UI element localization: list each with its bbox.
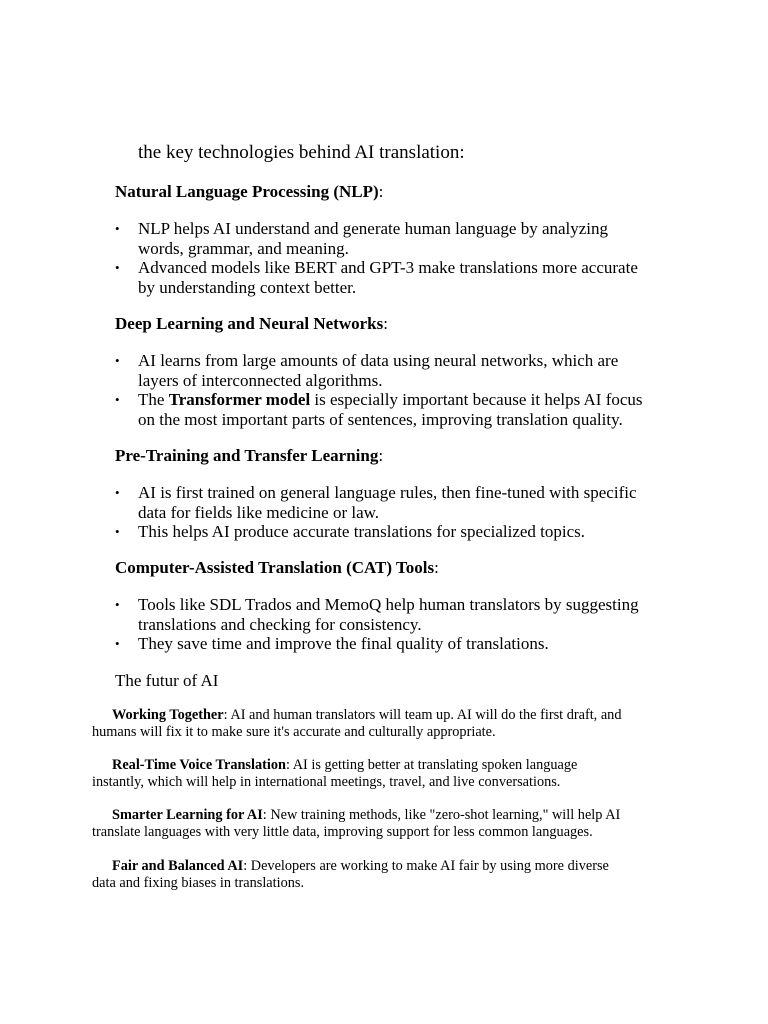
bullet-list <box>115 483 695 542</box>
future-item-title: Smarter Learning for AI <box>112 807 263 823</box>
bullet-icon: • <box>115 392 120 407</box>
list-item-line: Tools like SDL Trados and MemoQ help human translators by suggesting <box>138 595 639 614</box>
list-item <box>115 390 695 429</box>
section-heading-title: Deep Learning and Neural Networks <box>115 314 384 333</box>
paragraph-line: humans will fix it to make sure it's accurate and culturally appropriate. <box>92 724 496 740</box>
list-item <box>115 351 695 390</box>
bullet-list <box>115 351 695 429</box>
list-item-line: by understanding context better. <box>138 277 357 297</box>
section-heading <box>115 181 695 203</box>
list-item-line: AI is first trained on general language rules, then fine-tuned with specific <box>138 483 637 502</box>
future-item-smarter-learning <box>92 807 692 841</box>
bullet-icon: • <box>115 353 120 368</box>
list-item-line: layers of interconnected algorithms. <box>138 370 383 390</box>
list-item <box>115 595 695 634</box>
section-heading <box>115 313 695 335</box>
bullet-list <box>115 595 695 654</box>
section-heading-colon: : <box>434 558 439 577</box>
section-pre-training <box>115 445 695 541</box>
list-item-line <box>138 390 695 410</box>
section-deep-learning <box>115 313 695 429</box>
bullet-icon: • <box>115 597 120 612</box>
list-item-line: data for fields like medicine or law. <box>138 502 380 522</box>
paragraph-line <box>92 707 692 724</box>
paragraph-line <box>92 757 692 774</box>
section-heading-colon: : <box>378 182 384 201</box>
bullet-icon: • <box>115 485 120 500</box>
paragraph-text: : Developers are working to make AI fair by using more diverse <box>243 858 609 874</box>
bullet-list <box>115 219 695 297</box>
section-cat-tools <box>115 557 695 653</box>
paragraph-line <box>92 807 692 824</box>
transformer-model-term: Transformer model <box>168 390 311 409</box>
paragraph-line: translate languages with very little data, improving support for less common languages. <box>92 824 593 840</box>
section-heading <box>115 557 695 579</box>
list-item-line: on the most important parts of sentences, improving translation quality. <box>138 409 623 429</box>
section-heading-colon: : <box>383 314 388 333</box>
bullet-icon: • <box>115 636 120 651</box>
bullet-icon: • <box>115 260 120 275</box>
paragraph-text: : AI and human translators will team up. AI will do the first draft, and <box>223 707 622 723</box>
section-heading-title: Computer-Assisted Translation (CAT) Tools <box>115 558 435 577</box>
paragraph-line <box>92 858 692 875</box>
paragraph-line: data and fixing biases in translations. <box>92 875 305 891</box>
list-item <box>115 634 695 654</box>
list-item-text: is especially important because it helps AI focus <box>310 390 643 409</box>
paragraph-line: instantly, which will help in international meetings, travel, and live conversations. <box>92 774 561 790</box>
list-item <box>115 483 695 522</box>
future-heading: The futur of AI <box>115 671 219 690</box>
section-heading <box>115 445 695 467</box>
list-item-line: Advanced models like BERT and GPT-3 make translations more accurate <box>138 258 638 277</box>
intro-line: the key technologies behind AI translation: <box>138 142 465 163</box>
list-item-line: AI learns from large amounts of data using neural networks, which are <box>138 351 619 370</box>
future-item-title: Fair and Balanced AI <box>112 858 244 874</box>
paragraph-text: : New training methods, like "zero-shot learning," will help AI <box>262 807 621 823</box>
list-item <box>115 258 695 297</box>
section-heading-title: Pre-Training and Transfer Learning <box>115 446 379 465</box>
section-heading-title: Natural Language Processing (NLP) <box>115 182 379 201</box>
list-item-text: The <box>138 390 169 409</box>
future-item-title: Working Together <box>112 707 224 723</box>
paragraph-text: : AI is getting better at translating spoken language <box>285 757 578 773</box>
list-item-line: words, grammar, and meaning. <box>138 238 349 258</box>
section-heading-colon: : <box>378 446 384 465</box>
future-item-title: Real-Time Voice Translation <box>112 757 286 773</box>
bullet-icon: • <box>115 524 120 539</box>
list-item <box>115 219 695 258</box>
section-nlp <box>115 181 695 297</box>
future-item-voice-translation <box>92 757 692 791</box>
list-item-line: This helps AI produce accurate translations for specialized topics. <box>138 522 586 541</box>
list-item-line: translations and checking for consistency. <box>138 614 422 634</box>
list-item <box>115 522 695 542</box>
list-item-line: NLP helps AI understand and generate human language by analyzing <box>138 219 609 238</box>
bullet-icon: • <box>115 221 120 236</box>
future-item-fair-ai <box>92 858 692 892</box>
list-item-line: They save time and improve the final quality of translations. <box>138 634 549 653</box>
future-item-working-together <box>92 707 692 741</box>
